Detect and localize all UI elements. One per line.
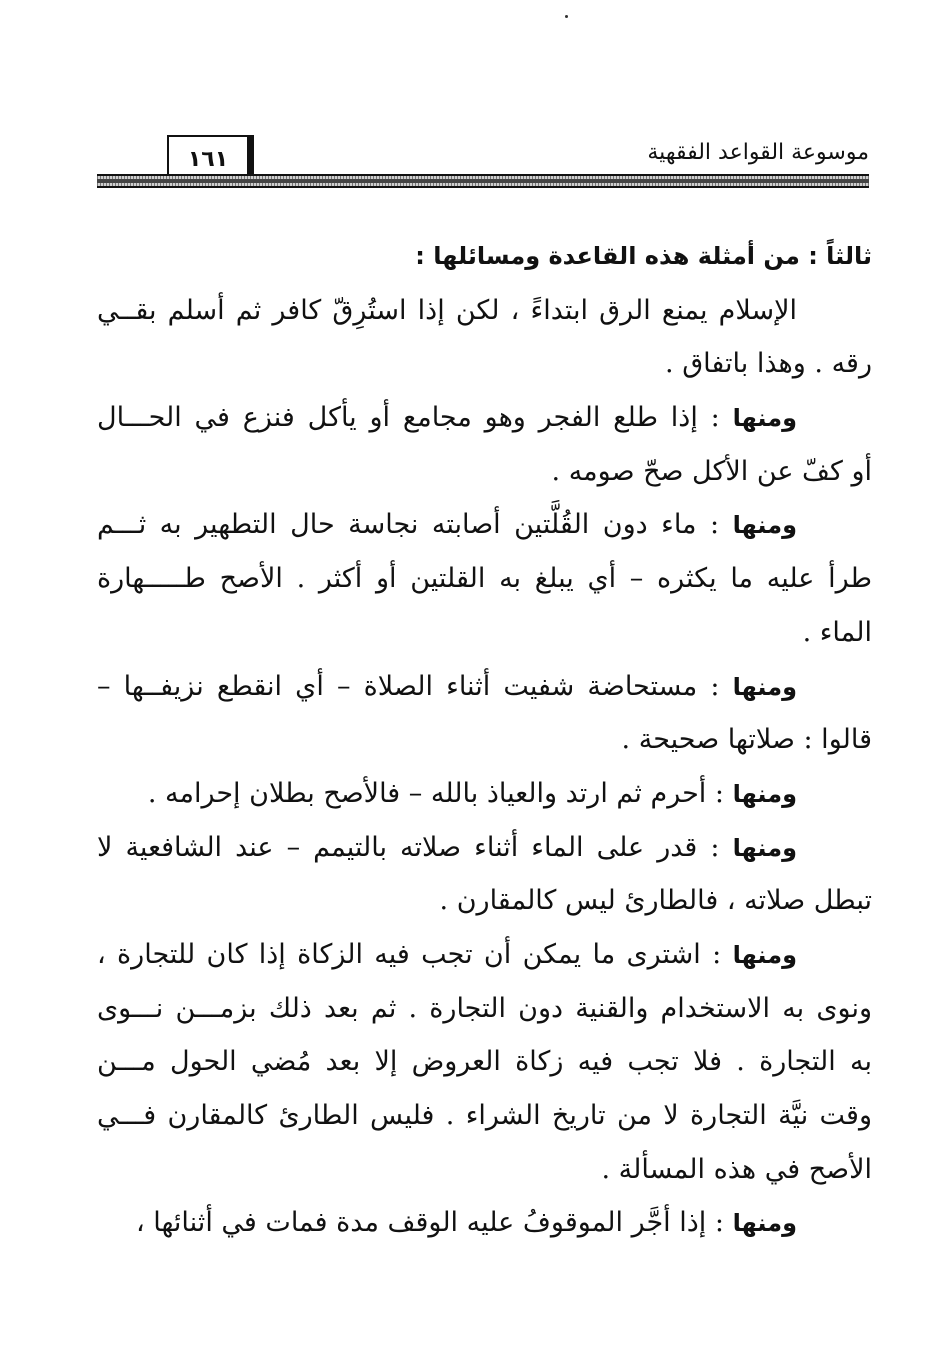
page-number: ١٦١ (187, 146, 229, 172)
paragraph-line: تبطل صلاته ، فالطارئ ليس كالمقارن . (439, 885, 872, 917)
book-title: موسوعة القواعد الفقهية (647, 140, 869, 165)
scan-speck (565, 15, 568, 18)
section-title: ثالثاً : من أمثلة هذه القاعدة ومسائلها : (415, 242, 872, 270)
paragraph-line: قالوا : صلاتها صحيحة . (621, 724, 872, 756)
paragraph-line: الإسلام يمنع الرق ابتداءً ، لكن إذا استُرِقّ كافر ثم أسلم بقــي (97, 294, 797, 326)
keyword-label: ومنها (732, 1209, 797, 1238)
header-rule (97, 174, 869, 188)
keyword-label: ومنها (732, 779, 797, 808)
keyword-label: ومنها (732, 511, 797, 540)
paragraph-line: ومنها : قدر على الماء أثناء صلاته بالتيمم – عند الشافعية لا (97, 831, 797, 863)
paragraph-line: ومنها : أحرم ثم ارتد والعياذ بالله – فالأصح بطلان إحرامه . (147, 777, 797, 809)
paragraph-line: ومنها : ماء دون القُلَّتين أصابته نجاسة حال التطهير به ثـــم (97, 509, 797, 541)
page-body (97, 230, 872, 1250)
keyword-label: ومنها (732, 940, 797, 969)
paragraph-line: ومنها : إذا طلع الفجر وهو مجامع أو يأكل فنزع في الحـــال (97, 402, 797, 434)
paragraph-line: ومنها : إذا أجَّر الموقوفُ عليه الوقف مدة فمات في أثنائها ، (135, 1207, 797, 1239)
paragraph-line: الماء . (802, 616, 872, 648)
keyword-label: ومنها (732, 404, 797, 433)
paragraph-line: ومنها : مستحاضة شفيت أثناء الصلاة – أي انقطع نزيفــها – (97, 670, 797, 702)
keyword-label: ومنها (732, 833, 797, 862)
paragraph-line: رقه . وهذا باتفاق . (665, 348, 872, 380)
paragraph-line: به التجارة . فلا تجب فيه زكاة العروض إلا بعد مُضي الحول مـــن (97, 1046, 872, 1078)
paragraph-line: أو كفّ عن الأكل صحّ صومه . (551, 455, 872, 487)
paragraph-line: طرأ عليه ما يكثره – أي يبلغ به القلتين أو أكثر . الأصح طـــــهارة (97, 563, 872, 595)
keyword-label: ومنها (732, 672, 797, 701)
paragraph-line: ونوى به الاستخدام والقنية دون التجارة . ثم بعد ذلك بزمـــن نـــوى (97, 992, 872, 1024)
paragraph-line: وقت نيَّة التجارة لا من تاريخ الشراء . فليس الطارئ كالمقارن فـــي (97, 1100, 872, 1131)
paragraph-line: الأصح في هذه المسألة . (601, 1153, 872, 1185)
page-header (97, 132, 869, 190)
paragraph-line: ومنها : اشترى ما يمكن أن تجب فيه الزكاة إذا كان للتجارة ، (97, 938, 797, 970)
